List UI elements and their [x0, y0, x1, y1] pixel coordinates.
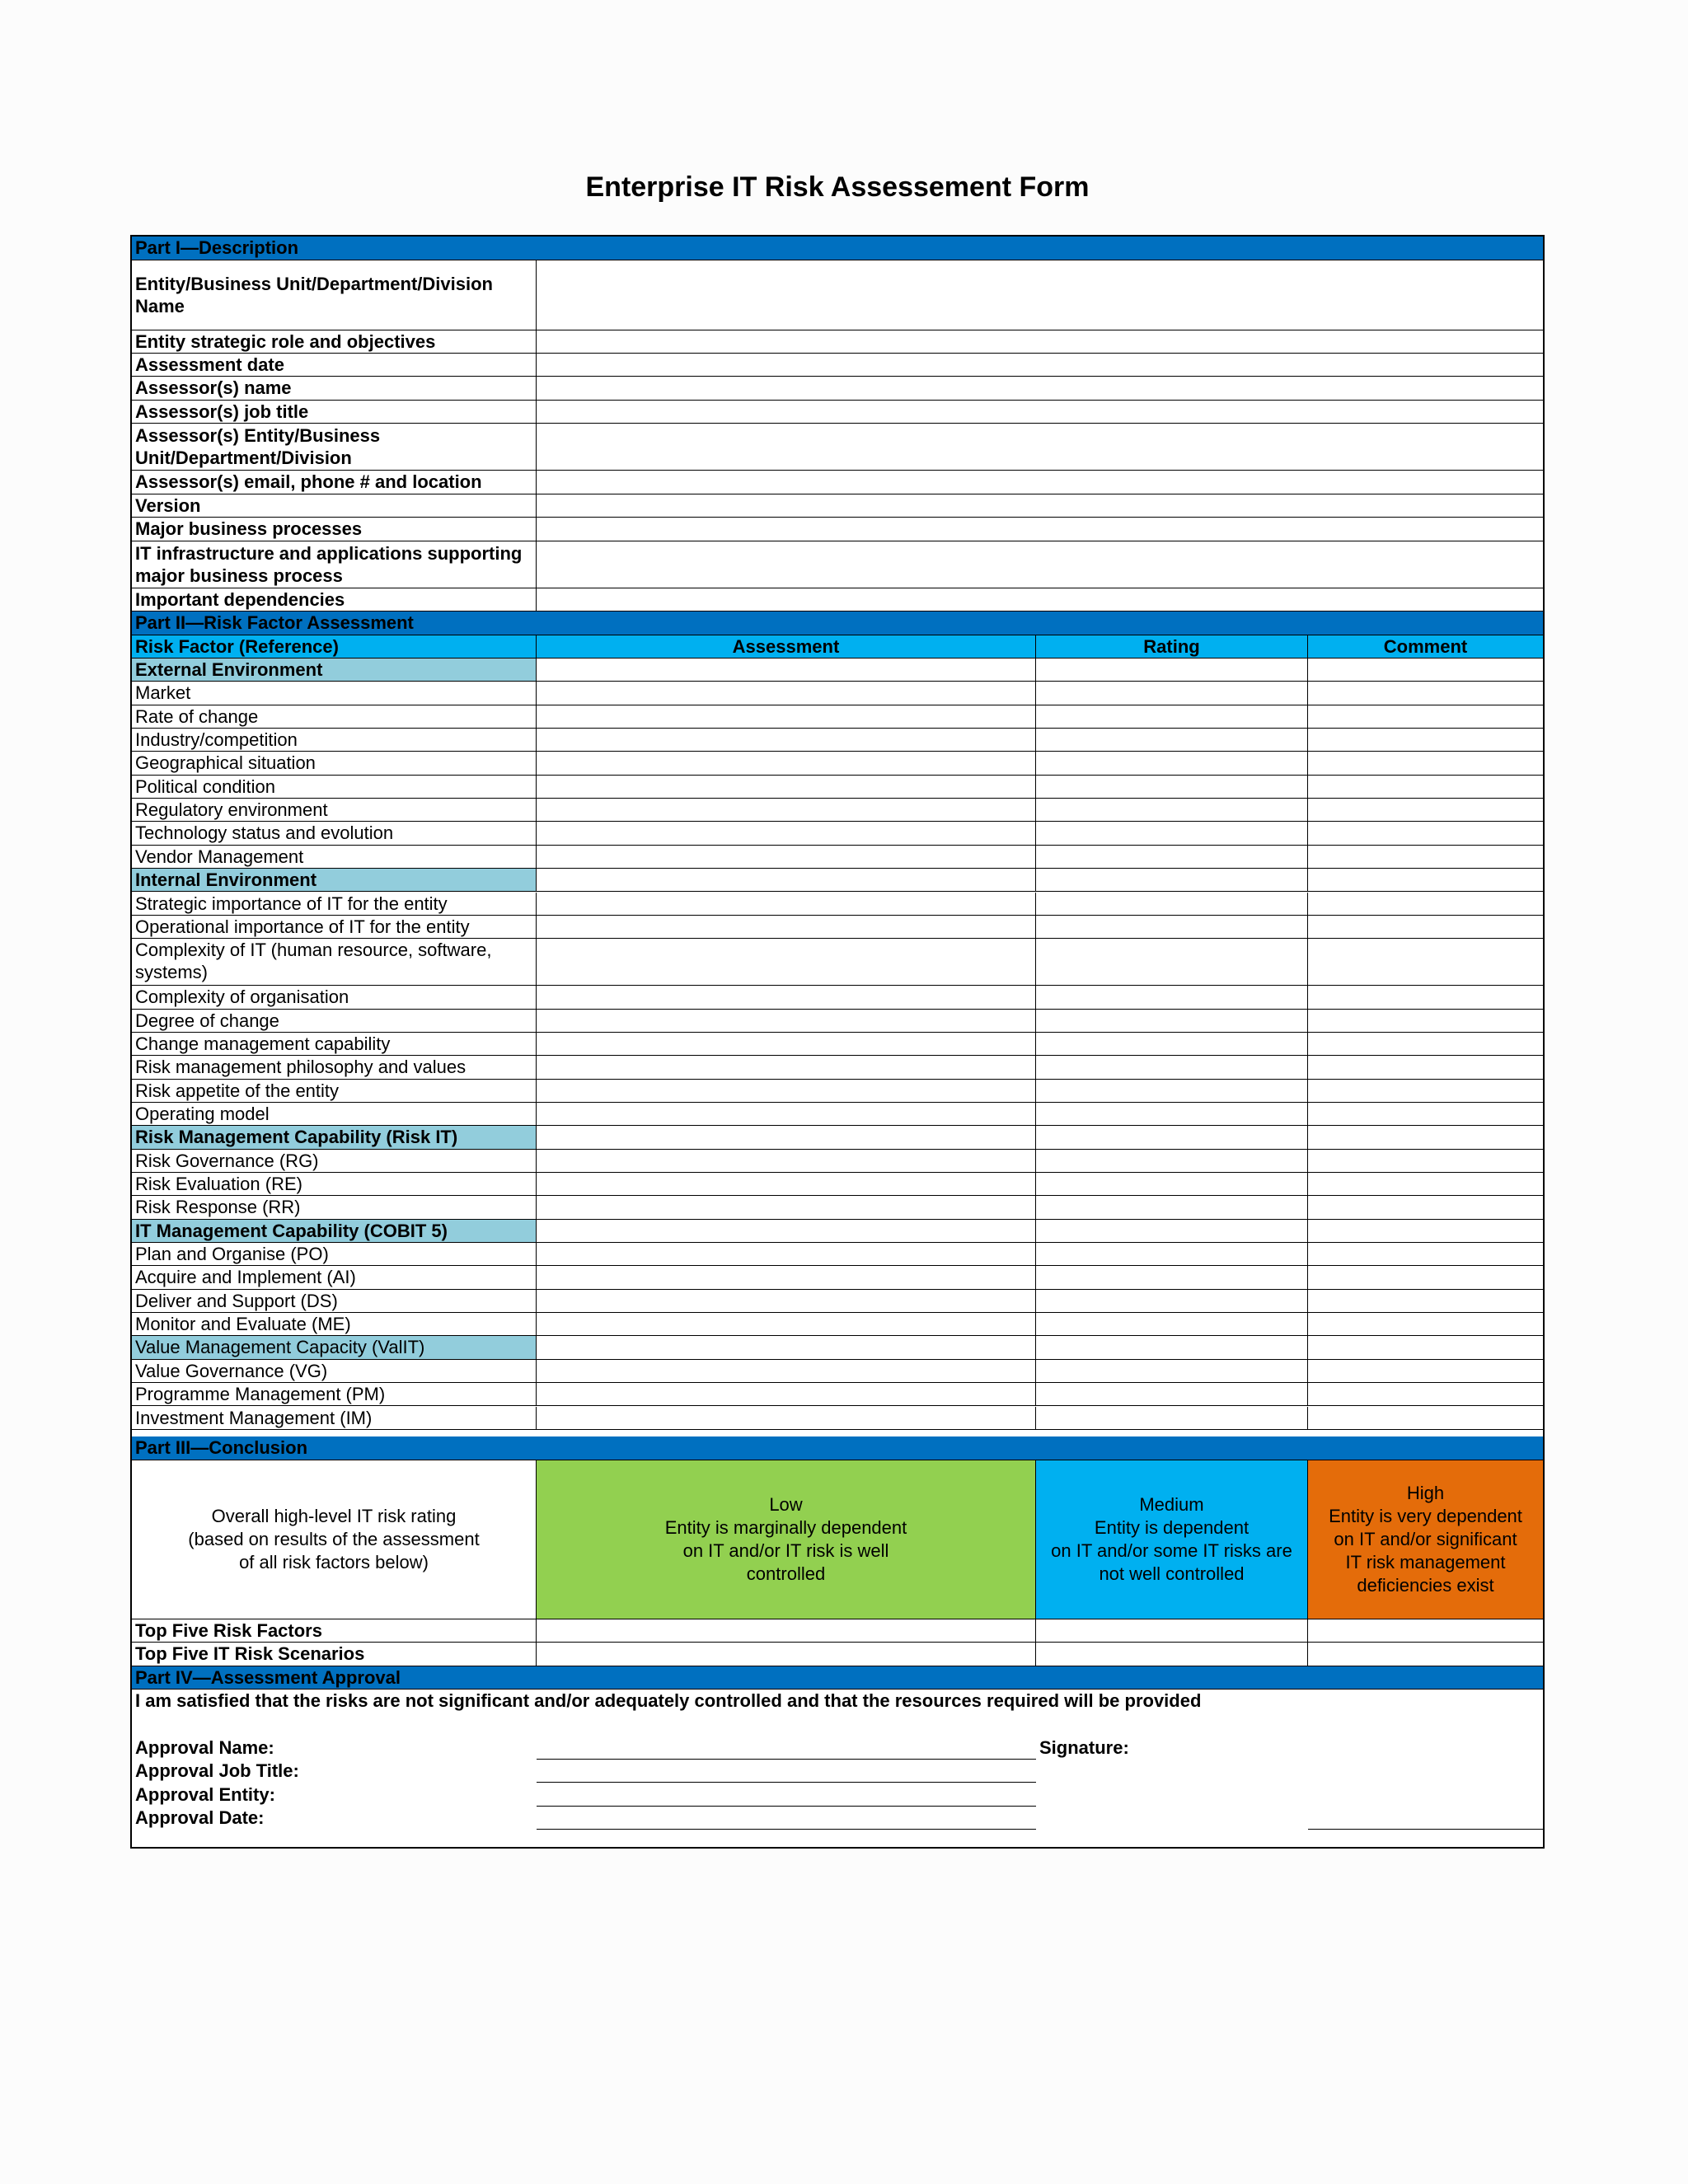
- comment-cell[interactable]: [1308, 1080, 1543, 1102]
- field-input-dependencies[interactable]: [537, 588, 1543, 611]
- table-row: [132, 1383, 1543, 1406]
- risk-factor-label: Programme Management (PM): [132, 1383, 537, 1405]
- table-row: [132, 799, 1543, 822]
- risk-factor-label: Regulatory environment: [132, 799, 537, 821]
- field-input-assessor-contact[interactable]: [537, 471, 1543, 494]
- field-label: IT infrastructure and applications supporting major business process: [132, 541, 537, 588]
- top-risk-scenarios-label: Top Five IT Risk Scenarios: [132, 1643, 537, 1666]
- column-header-assessment: Assessment: [537, 635, 1036, 658]
- risk-factor-label: Risk Evaluation (RE): [132, 1173, 537, 1195]
- comment-cell[interactable]: [1308, 1196, 1543, 1218]
- table-row: [132, 1336, 1543, 1359]
- comment-cell[interactable]: [1308, 1336, 1543, 1358]
- risk-factor-label: Complexity of IT (human resource, software, systems): [132, 939, 537, 985]
- part2-column-header: [132, 635, 1543, 658]
- comment-cell[interactable]: [1308, 776, 1543, 798]
- rating-cell[interactable]: [1036, 1103, 1308, 1125]
- risk-factor-label: Risk Governance (RG): [132, 1150, 537, 1172]
- assessment-cell[interactable]: [537, 1173, 1036, 1195]
- table-row: [132, 1266, 1543, 1289]
- table-row: [132, 1010, 1543, 1033]
- assessment-cell[interactable]: [537, 939, 1036, 985]
- assessment-cell[interactable]: [537, 658, 1036, 681]
- rating-cell[interactable]: [1036, 1290, 1308, 1312]
- comment-cell[interactable]: [1308, 1383, 1543, 1405]
- field-label: Major business processes: [132, 518, 537, 541]
- table-row: [132, 705, 1543, 729]
- approval-job-title-label: Approval Job Title:: [135, 1760, 299, 1781]
- rating-cell[interactable]: [1036, 1010, 1308, 1032]
- approval-date-label: Approval Date:: [135, 1807, 265, 1828]
- rating-cell[interactable]: [1036, 682, 1308, 704]
- rating-cell[interactable]: [1036, 916, 1308, 938]
- comment-cell[interactable]: [1308, 1150, 1543, 1172]
- assessment-cell[interactable]: [537, 799, 1036, 821]
- rating-cell[interactable]: [1036, 729, 1308, 751]
- risk-factor-label: Complexity of organisation: [132, 986, 537, 1008]
- risk-factor-label: Vendor Management: [132, 846, 537, 868]
- table-row: [132, 682, 1543, 705]
- part2-heading: Part II—Risk Factor Assessment: [132, 612, 1543, 635]
- assessment-cell[interactable]: [537, 1407, 1036, 1429]
- rating-cell[interactable]: [1036, 1196, 1308, 1218]
- field-label: Entity/Business Unit/Department/Division Name: [132, 260, 537, 330]
- assessment-cell[interactable]: [537, 1033, 1036, 1055]
- rating-medium-option[interactable]: Medium Entity is dependent on IT and/or some IT risks are not well controlled: [1036, 1460, 1308, 1619]
- field-input-business-processes[interactable]: [537, 518, 1543, 541]
- rating-cell[interactable]: [1036, 1220, 1308, 1242]
- field-label: Version: [132, 494, 537, 517]
- comment-cell[interactable]: [1308, 1103, 1543, 1125]
- field-input-entity-name[interactable]: [537, 260, 1543, 330]
- field-label: Entity strategic role and objectives: [132, 330, 537, 353]
- overall-rating-label: Overall high-level IT risk rating (based on results of the assessment of all risk factors below): [132, 1460, 537, 1619]
- risk-factor-label: Rate of change: [132, 705, 537, 728]
- table-row: [132, 986, 1543, 1009]
- field-input-assessor-job-title[interactable]: [537, 401, 1543, 423]
- overall-rating-row: [132, 1460, 1543, 1619]
- comment-cell[interactable]: [1308, 1010, 1543, 1032]
- rating-cell[interactable]: [1036, 1080, 1308, 1102]
- risk-factor-label: Deliver and Support (DS): [132, 1290, 537, 1312]
- assessment-cell[interactable]: [537, 1080, 1036, 1102]
- assessment-cell[interactable]: [537, 705, 1036, 728]
- risk-category-label: Risk Management Capability (Risk IT): [132, 1126, 537, 1148]
- comment-cell[interactable]: [1308, 893, 1543, 915]
- field-row: [132, 424, 1543, 471]
- risk-factor-label: Risk management philosophy and values: [132, 1056, 537, 1078]
- table-row: [132, 1243, 1543, 1266]
- assessment-cell[interactable]: [537, 822, 1036, 844]
- field-row: [132, 330, 1543, 354]
- risk-category-label: External Environment: [132, 658, 537, 681]
- risk-factor-label: Market: [132, 682, 537, 704]
- top-risk-scenarios-row: [132, 1643, 1543, 1666]
- risk-factor-label: Technology status and evolution: [132, 822, 537, 844]
- assessment-cell[interactable]: [537, 846, 1036, 868]
- table-row: [132, 1033, 1543, 1056]
- comment-cell[interactable]: [1308, 682, 1543, 704]
- form-title: Enterprise IT Risk Assessement Form: [585, 171, 1090, 203]
- table-row: [132, 1313, 1543, 1336]
- assessment-cell[interactable]: [537, 682, 1036, 704]
- assessment-cell[interactable]: [537, 729, 1036, 751]
- field-row: [132, 401, 1543, 424]
- field-label: Assessment date: [132, 354, 537, 376]
- assessment-cell[interactable]: [537, 1126, 1036, 1148]
- comment-cell[interactable]: [1308, 1360, 1543, 1382]
- top-risk-factors-comment[interactable]: [1308, 1619, 1543, 1642]
- rating-cell[interactable]: [1036, 986, 1308, 1008]
- approval-date-line[interactable]: [537, 1829, 1036, 1830]
- risk-factor-label: Operating model: [132, 1103, 537, 1125]
- field-label: Assessor(s) email, phone # and location: [132, 471, 537, 494]
- comment-cell[interactable]: [1308, 799, 1543, 821]
- rating-cell[interactable]: [1036, 939, 1308, 985]
- assessment-cell[interactable]: [537, 1383, 1036, 1405]
- comment-cell[interactable]: [1308, 846, 1543, 868]
- rating-cell[interactable]: [1036, 822, 1308, 844]
- rating-cell[interactable]: [1036, 1243, 1308, 1265]
- field-input-assessor-entity[interactable]: [537, 424, 1543, 470]
- risk-factor-label: Operational importance of IT for the entity: [132, 916, 537, 938]
- table-row: [132, 1360, 1543, 1383]
- assessment-cell[interactable]: [537, 1313, 1036, 1335]
- assessment-cell[interactable]: [537, 1056, 1036, 1078]
- risk-factor-label: Political condition: [132, 776, 537, 798]
- risk-factor-label: Strategic importance of IT for the entity: [132, 893, 537, 915]
- part4-heading: Part IV—Assessment Approval: [132, 1666, 1543, 1690]
- table-row: [132, 752, 1543, 775]
- assessment-cell[interactable]: [537, 1266, 1036, 1288]
- approval-name-line[interactable]: [537, 1759, 1036, 1760]
- rating-cell[interactable]: [1036, 799, 1308, 821]
- table-row: [132, 729, 1543, 752]
- comment-cell[interactable]: [1308, 658, 1543, 681]
- field-label: Assessor(s) job title: [132, 401, 537, 423]
- table-row: [132, 1150, 1543, 1173]
- approval-statement: I am satisfied that the risks are not significant and/or adequately controlled and that the resources required will be provided: [135, 1690, 1202, 1711]
- rating-cell[interactable]: [1036, 893, 1308, 915]
- part3-heading: Part III—Conclusion: [132, 1436, 1543, 1460]
- risk-category-label: Value Management Capacity (ValIT): [132, 1336, 537, 1358]
- risk-factor-label: Degree of change: [132, 1010, 537, 1032]
- table-row: [132, 916, 1543, 939]
- field-input-version[interactable]: [537, 494, 1543, 517]
- top-risk-factors-label: Top Five Risk Factors: [132, 1619, 537, 1642]
- table-row: [132, 1407, 1543, 1430]
- field-row: [132, 494, 1543, 518]
- signature-line[interactable]: [1308, 1829, 1543, 1830]
- field-row: [132, 541, 1543, 588]
- assessment-cell[interactable]: [537, 893, 1036, 915]
- assessment-cell[interactable]: [537, 1290, 1036, 1312]
- comment-cell[interactable]: [1308, 1407, 1543, 1429]
- assessment-cell[interactable]: [537, 1220, 1036, 1242]
- assessment-cell[interactable]: [537, 1196, 1036, 1218]
- rating-cell[interactable]: [1036, 1313, 1308, 1335]
- approval-name-label: Approval Name:: [135, 1737, 274, 1758]
- table-row: [132, 1220, 1543, 1243]
- signature-label: Signature:: [1039, 1737, 1129, 1758]
- rating-cell[interactable]: [1036, 1033, 1308, 1055]
- assessment-cell[interactable]: [537, 1150, 1036, 1172]
- assessment-cell[interactable]: [537, 869, 1036, 891]
- assessment-cell[interactable]: [537, 1360, 1036, 1382]
- approval-entity-line[interactable]: [537, 1806, 1036, 1807]
- field-label: Assessor(s) name: [132, 377, 537, 400]
- comment-cell[interactable]: [1308, 869, 1543, 891]
- assessment-cell[interactable]: [537, 986, 1036, 1008]
- rating-cell[interactable]: [1036, 869, 1308, 891]
- assessment-cell[interactable]: [537, 1243, 1036, 1265]
- table-row: [132, 1080, 1543, 1103]
- table-row: [132, 846, 1543, 869]
- table-row: [132, 1290, 1543, 1313]
- approval-entity-label: Approval Entity:: [135, 1784, 275, 1805]
- top-risk-factors-input[interactable]: [537, 1619, 1036, 1642]
- risk-factor-label: Monitor and Evaluate (ME): [132, 1313, 537, 1335]
- assessment-cell[interactable]: [537, 776, 1036, 798]
- assessment-cell[interactable]: [537, 1336, 1036, 1358]
- risk-factor-label: Geographical situation: [132, 752, 537, 774]
- top-risk-scenarios-rating[interactable]: [1036, 1643, 1308, 1666]
- comment-cell[interactable]: [1308, 986, 1543, 1008]
- field-row: [132, 377, 1543, 401]
- column-header-rating: Rating: [1036, 635, 1308, 658]
- comment-cell[interactable]: [1308, 1220, 1543, 1242]
- risk-category-label: Internal Environment: [132, 869, 537, 891]
- rating-high-option[interactable]: High Entity is very dependent on IT and/or significant IT risk management deficiencies exist: [1308, 1460, 1543, 1619]
- risk-factor-label: Industry/competition: [132, 729, 537, 751]
- risk-factor-label: Risk appetite of the entity: [132, 1080, 537, 1102]
- approval-section: [132, 1690, 1543, 1849]
- comment-cell[interactable]: [1308, 916, 1543, 938]
- field-label: Assessor(s) Entity/Business Unit/Department/Division: [132, 424, 537, 470]
- assessment-cell[interactable]: [537, 1010, 1036, 1032]
- rating-cell[interactable]: [1036, 1126, 1308, 1148]
- risk-factor-label: Acquire and Implement (AI): [132, 1266, 537, 1288]
- column-header-risk-factor: Risk Factor (Reference): [132, 635, 537, 658]
- field-label: Important dependencies: [132, 588, 537, 611]
- field-input-strategic-role[interactable]: [537, 330, 1543, 353]
- assessment-cell[interactable]: [537, 752, 1036, 774]
- field-row-entity-name: [132, 260, 1543, 330]
- top-risk-factors-row: [132, 1619, 1543, 1643]
- rating-cell[interactable]: [1036, 1150, 1308, 1172]
- comment-cell[interactable]: [1308, 1313, 1543, 1335]
- field-input-it-infrastructure[interactable]: [537, 541, 1543, 588]
- table-row: [132, 776, 1543, 799]
- field-input-assessment-date[interactable]: [537, 354, 1543, 376]
- table-row: [132, 1173, 1543, 1196]
- risk-factor-label: Investment Management (IM): [132, 1407, 537, 1429]
- assessment-cell[interactable]: [537, 916, 1036, 938]
- risk-category-label: IT Management Capability (COBIT 5): [132, 1220, 537, 1242]
- rating-cell[interactable]: [1036, 1173, 1308, 1195]
- table-row: [132, 1126, 1543, 1149]
- column-header-comment: Comment: [1383, 636, 1468, 657]
- comment-cell[interactable]: [1308, 1033, 1543, 1055]
- rating-cell[interactable]: [1036, 1407, 1308, 1429]
- comment-cell[interactable]: [1308, 1243, 1543, 1265]
- approval-job-title-line[interactable]: [537, 1782, 1036, 1783]
- comment-cell[interactable]: [1308, 1173, 1543, 1195]
- field-input-assessor-name[interactable]: [537, 377, 1543, 400]
- risk-assessment-form: [130, 235, 1545, 1849]
- table-row: [132, 939, 1543, 986]
- comment-cell[interactable]: [1308, 1266, 1543, 1288]
- top-risk-factors-rating[interactable]: [1036, 1619, 1308, 1642]
- table-row: [132, 1196, 1543, 1219]
- table-row: [132, 658, 1543, 682]
- comment-cell[interactable]: [1308, 822, 1543, 844]
- top-risk-scenarios-input[interactable]: [537, 1643, 1036, 1666]
- rating-cell[interactable]: [1036, 1360, 1308, 1382]
- comment-cell[interactable]: [1308, 705, 1543, 728]
- risk-factor-label: Value Governance (VG): [132, 1360, 537, 1382]
- rating-cell[interactable]: [1036, 1056, 1308, 1078]
- rating-cell[interactable]: [1036, 752, 1308, 774]
- risk-factor-label: Change management capability: [132, 1033, 537, 1055]
- comment-cell[interactable]: [1308, 1290, 1543, 1312]
- table-row: [132, 893, 1543, 916]
- rating-cell[interactable]: [1036, 1266, 1308, 1288]
- rating-cell[interactable]: [1036, 776, 1308, 798]
- comment-cell[interactable]: [1308, 939, 1543, 985]
- field-row: [132, 354, 1543, 377]
- comment-cell[interactable]: [1308, 1126, 1543, 1148]
- top-risk-scenarios-comment[interactable]: [1308, 1643, 1543, 1666]
- table-row: [132, 869, 1543, 892]
- rating-cell[interactable]: [1036, 658, 1308, 681]
- table-row: [132, 822, 1543, 845]
- risk-factor-label: Plan and Organise (PO): [132, 1243, 537, 1265]
- part1-heading: Part I—Description: [132, 237, 1543, 260]
- assessment-cell[interactable]: [537, 1103, 1036, 1125]
- rating-low-option[interactable]: Low Entity is marginally dependent on IT and/or IT risk is well controlled: [537, 1460, 1036, 1619]
- rating-cell[interactable]: [1036, 705, 1308, 728]
- field-row: [132, 471, 1543, 494]
- comment-cell[interactable]: [1308, 752, 1543, 774]
- comment-cell[interactable]: [1308, 1056, 1543, 1078]
- rating-cell[interactable]: [1036, 846, 1308, 868]
- rating-cell[interactable]: [1036, 1383, 1308, 1405]
- table-row: [132, 1056, 1543, 1079]
- table-row: [132, 1103, 1543, 1126]
- risk-factor-label: Risk Response (RR): [132, 1196, 537, 1218]
- comment-cell[interactable]: [1308, 729, 1543, 751]
- field-row: [132, 588, 1543, 612]
- field-row: [132, 518, 1543, 541]
- rating-cell[interactable]: [1036, 1336, 1308, 1358]
